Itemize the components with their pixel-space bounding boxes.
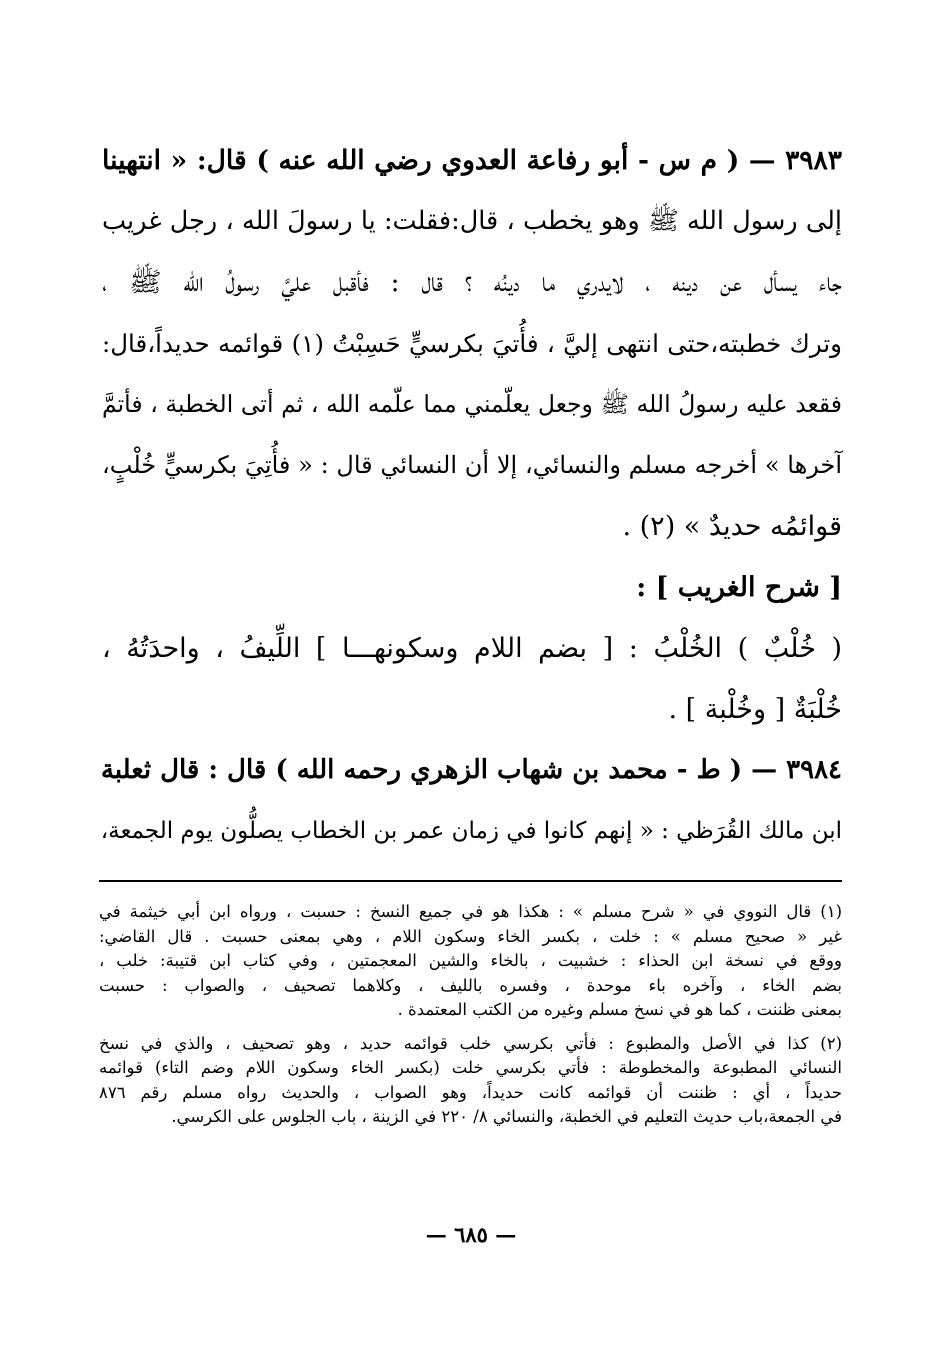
footnote-line: غير « صحيح مسلم » : خلت ، بكسر الخاء وسكون اللام ، وهي بمعنى حسبت . قال القاضي: [99,926,842,946]
main-text [102,130,842,862]
text-line: ٣٩٨٣ — ( م س - أبو رفاعة العدوي رضي الله عنه ) قال: « انتهينا [102,145,842,176]
text-line: إلى رسول الله ﷺ وهو يخطب ، قال:فقلت: يا رسولَ الله ، رجل غريب [102,206,842,236]
text-line: خُلْبَةٌ [ وخُلْبة ] . [668,694,842,725]
footnote-2 [99,1032,842,1130]
text-line: جاء يسأل عن دينه ، لايدري ما دينُه ؟ قال : فأقبل عليَّ رسولُ الله ﷺ ، [102,267,842,298]
footnote-line: النسائي المطبوعة والمخطوطة : فأتي بكرسي خلت (بكسر الخاء وسكون اللام وضم التاء) قوائمه [99,1058,842,1077]
footnote-line: ووقع في نسخة ابن الحذاء : خشبيت ، بالخاء والشين المعجمتين ، وفي كتاب ابن قتيبة: خلب ، [99,951,842,970]
footnote-line: (١) قال النووي في « شرح مسلم » : هكذا هو في جميع النسخ : حسبت ، ورواه ابن أبي خيثمة في [99,902,842,921]
page-number: — ٦٨٥ — [425,1222,517,1247]
text-line: ( خُلْبٌ ) الخُلْبُ : [ بضم اللام وسكونهـــا ] اللِّيفُ ، واحدَتُهُ ، [102,633,842,664]
section-heading: [ شرح الغريب ] : [636,572,842,603]
text-line: قوائمُه حديدٌ » (٢) . [622,511,842,542]
footnote-line: (٢) كذا في الأصل والمطبوع : فأتي بكرسي خلب قوائمه حديد ، وهو تصحيف ، والذي في نسخ [99,1033,842,1053]
text-line: آخرها » أخرجه مسلم والنسائي، إلا أن النسائي قال : « فأُتِيَ بكرسيٍّ خُلْبٍ، [102,451,842,479]
hadith-3984 [102,740,842,862]
footnote-line: حديداً ، أي : ظننت أن قوائمه كانت حديداً، وهو الصواب ، والحديث رواه مسلم رقم ٨٧٦ [99,1082,842,1102]
text-line: فقعد عليه رسولُ الله ﷺ وجعل يعلّمني مما علّمه الله ، ثم أتى الخطبة ، فأتمَّ [102,390,842,418]
gharib-section [102,557,842,740]
footnote-line: بضم الخاء ، وآخره باء موحدة ، وفسره بالليف ، وكلاهما تصحيف ، والصواب : حسبت [99,975,842,995]
footnote-divider [99,880,842,882]
text-line: وترك خطبته،حتى انتهى إليَّ ، فأُتيَ بكرسيٍّ حَسِبْتُ (١) قوائمه حديداً،قال: [102,329,842,358]
text-line: ٣٩٨٤ — ( ط - محمد بن شهاب الزهري رحمه الله ) قال : قال ثعلبة [100,755,842,785]
footnote-line: في الجمعة،باب حديث التعليم في الخطبة، والنسائي ٨/ ٢٢٠ في الزينة ، باب الجلوس على الكرسي. [171,1107,842,1126]
text-line: ابن مالك القُرَظي : « إنهم كانوا في زمان عمر بن الخطاب يصلُّون يوم الجمعة، [100,818,842,844]
footnote-line: بمعنى ظننت ، كما هو في نسخ مسلم وغيره من الكتب المعتمدة . [397,1000,842,1019]
footnote-1 [99,900,842,1023]
footnotes [99,900,842,1139]
hadith-3983 [102,130,842,557]
